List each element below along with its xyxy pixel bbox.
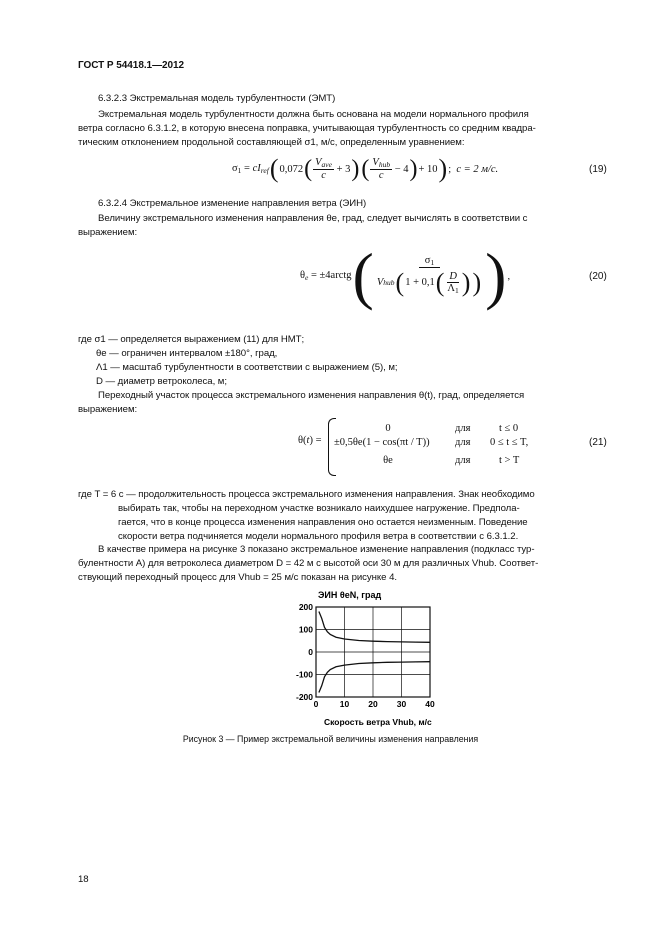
equation-20-number: (20) <box>589 271 607 282</box>
chart-y-tick-label: 100 <box>298 624 313 635</box>
section-6-3-2-4-line: Величину экстремального изменения направления θe, град, следует вычислять в соответствии с <box>98 213 528 224</box>
eq21-case-cond: t > T <box>499 455 520 466</box>
chart-x-tick-label: 30 <box>396 699 407 709</box>
where-item: D — диаметр ветроколеса, м; <box>96 376 227 387</box>
page-number: 18 <box>78 874 89 885</box>
note-line: выбирать так, чтобы на переходном участке возникало наихудшее нагружение. Предпола- <box>118 503 520 514</box>
chart-y-ticks <box>296 602 313 702</box>
eq21-case-cond: 0 ≤ t ≤ T, <box>490 437 529 448</box>
eq21-case-value: ±0,5θe(1 − cos(πt / T)) <box>334 437 430 448</box>
figure-caption: Рисунок 3 — Пример экстремальной величины изменения направления <box>182 734 479 744</box>
example-line: В качестве примера на рисунке 3 показано экстремальное изменение направления (подкласс тур- <box>98 544 535 555</box>
chart-y-tick-label: -200 <box>295 692 313 702</box>
transient-line: Переходный участок процесса экстремального изменения направления θ(t), град, определяется <box>98 390 525 401</box>
note-line: гается, что в конце процесса изменения направления оно остается неизменным. Поведение <box>118 517 528 528</box>
chart-x-tick-label: 20 <box>368 699 378 709</box>
section-6-3-2-4-title: 6.3.2.4 Экстремальное изменение направления ветра (ЭИН) <box>98 198 367 209</box>
chart-title: ЭИН θeN, град <box>318 590 382 600</box>
chart-x-tick-label: 10 <box>339 699 350 709</box>
section-6-3-2-4-line: выражением: <box>78 227 138 238</box>
eq21-case-value: θe <box>383 455 393 466</box>
chart-x-tick-label: 0 <box>313 699 319 709</box>
eq19-constant: c = 2 м/с. <box>456 163 499 175</box>
section-6-3-2-3-line: ветра согласно 6.3.1.2, в которую внесена поправка, учитывающая турбулентность со средним квадра- <box>78 123 536 134</box>
eq21-case-cond: t ≤ 0 <box>499 423 519 434</box>
equation-21-lhs: θ(t) = <box>298 435 322 446</box>
chart-series-line-positive <box>319 612 430 643</box>
standard-header: ГОСТ Р 54418.1—2012 <box>78 60 185 71</box>
where-item: θe — ограничен интервалом ±180°, град, <box>96 348 278 359</box>
eq21-case-word: для <box>455 437 471 448</box>
equation-19-number: (19) <box>589 164 607 175</box>
section-6-3-2-3-title: 6.3.2.3 Экстремальная модель турбулентности (ЭМТ) <box>98 93 336 104</box>
note-line: где T = 6 с — продолжительность процесса экстремального изменения направления. Знак необходимо <box>78 489 535 500</box>
example-line: ствующий переходный процесс для Vhub = 25 м/с показан на рисунке 4. <box>78 572 397 583</box>
chart-y-tick-label: 200 <box>298 602 313 612</box>
chart-x-tick-label: 40 <box>425 699 435 709</box>
where-item: где σ1 — определяется выражением (11) для НМТ; <box>78 334 305 345</box>
note-line: скорости ветра подчиняется модели нормального профиля ветра в соответствии с 6.3.1.2. <box>118 531 519 542</box>
chart-grid <box>316 607 430 697</box>
chart-x-label: Скорость ветра Vhub, м/с <box>324 717 432 727</box>
where-item: Λ1 — масштаб турбулентности в соответствии с выражением (5), м; <box>96 362 398 373</box>
equation-19: $\sigma_1 = cI_{ref}$ ( 0,072 ( $\frac{V_{ave}}{c}$ + 3 ) ( $\frac{V_{hub}}{c}$ − 4 ) + 10 ) ; c = 2 м/с. <box>232 154 499 183</box>
eq21-case-value: 0 <box>385 423 391 434</box>
chart-y-tick-label: 0 <box>308 647 313 657</box>
equation-21-number: (21) <box>589 437 607 448</box>
equation-20: $\theta_e$ = ±4arctg ( $\sigma_1$ V hub ( 1 + 0,1 ( $\frac{D}{\Lambda_1}$ ) ) ) , <box>300 240 511 311</box>
chart-figure-3 <box>270 585 450 730</box>
section-6-3-2-3-line: Экстремальная модель турбулентности должна быть основана на модели нормального профиля <box>98 109 529 120</box>
chart-y-tick-label: -100 <box>295 669 313 680</box>
chart-series-line-negative <box>319 662 430 693</box>
eq21-case-word: для <box>455 423 471 434</box>
section-6-3-2-3-line: тическим отклонением продольной составляющей σ1, м/с, определенным уравнением: <box>78 137 465 148</box>
eq21-case-word: для <box>455 455 471 466</box>
chart-x-ticks <box>314 699 435 709</box>
transient-line: выражением: <box>78 404 138 415</box>
example-line: булентности A) для ветроколеса диаметром D = 42 м с высотой оси 30 м для различных Vhub. Соответ- <box>78 558 539 569</box>
